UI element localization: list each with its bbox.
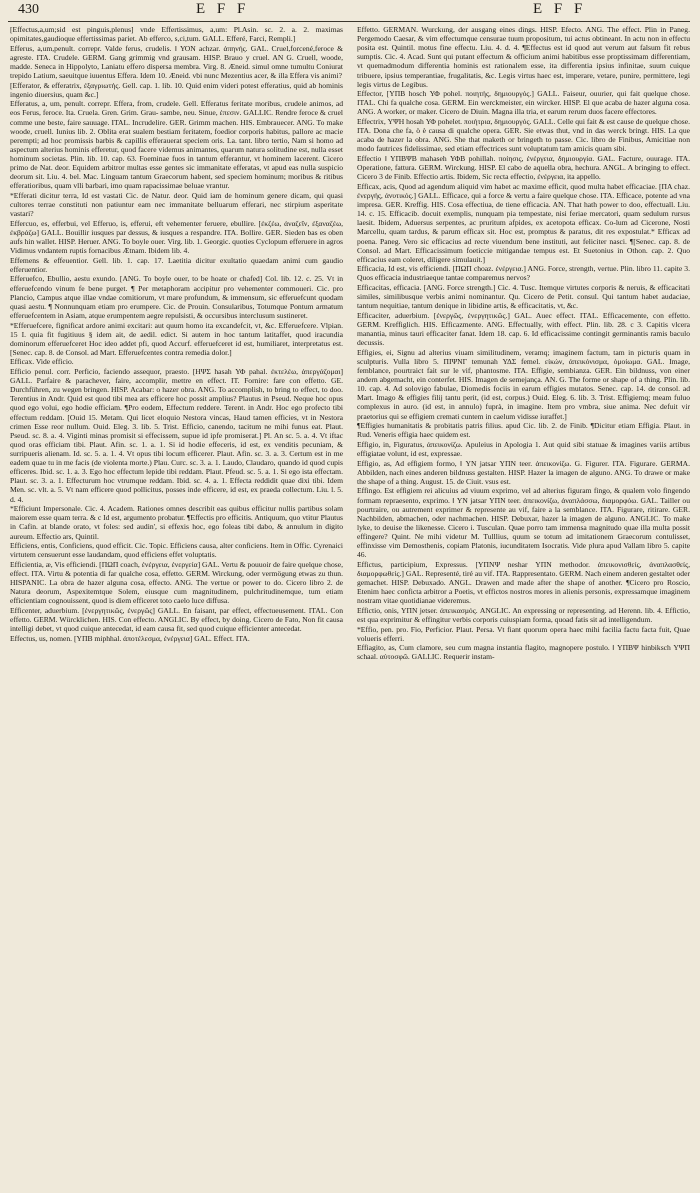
dictionary-entry: Effictus, participium, Expressus. [ΥΠΝΨ neshar ΥΠΝ methodor. ἀπεικονισθείς, ἀναπλασθείς, διαμορφωθείς.] GAL. Representé, tiré au vif. ITA. Rappresentato. GERM. Nach einem anderen gestaltet oder gemachet. HISP. Debuxado. ANGL. Drawen and made after the shape of another. ¶Cicero pro Roscio, Etenim haec conficta arbitror a Poetis, vt effictos nostros mores in alienis personis, expressamque imaginem nostram vitae quotidianae videremus. <box>357 559 690 606</box>
dictionary-entry: Effector, [ΥΠΒ hosch ΥΦ pohel. ποιητής, δημιουργός.] GALL. Faiseur, ouurier, qui fait quelque chose. ITAL. Chi fa qualche cosa. GERM. Ein werckmeister, ein wircker. HISP. El que acaba de hazer alguna cosa. ANG. A worker, or maker. Cicero de Diuin. Magna illa tria, et earum rerum duos facere effectores. <box>357 89 690 117</box>
dictionary-entry: [Efferator, & efferatrix, ἐξαγριωτής. Gell. cap. 1. lib. 10. Quid enim videri potest efferatius, quid ab hominis ingenio diuersius, quam &c.] <box>10 80 343 99</box>
dictionary-entry: Effiagito, as, Cum clamore, seu cum magna instantia flagito, magnopere postulo. ‖ ΥΠΒΨ hinbiksch ΥΨΠ schaal. αὐτοσφῶ. GALLIC. Requerir instam- <box>357 643 690 662</box>
dictionary-entry: Efficiens, entis, Conficiens, quod efficit. Cic. Topic. Efficiens causa, alter conficiens. Item in Offic. Cyrenaici virtutem censuerunt esse laudandam, quod efficiens effet voluptatis. <box>10 541 343 560</box>
left-column <box>10 25 343 1189</box>
running-head-right: E F F <box>533 1 587 17</box>
text-columns <box>10 25 690 1189</box>
dictionary-entry: Efficientia, æ, Vis efficiendi. [ΠΩΠ coach, ἐνέργεια, ἐνεργεία] GAL. Vertu & pouuoir de faire quelque chose, effect. ITA. Virtu & potentia di far qualche cosa, effetto. GERM. Wirckung, oder vermögung etwas zu thun. HISPANIC. La obra de hazer alguna cosa, effecto. ANG. The vertue or power to do. Cicero libro 2. de Natura deorum, Aspexitemtque Solem, eiusque cum magnitudinem, pulchritudinemque, tum etiam efficientiam cognouissent, quod is diem efficeret toto caelo luce diffusa. <box>10 559 343 606</box>
dictionary-entry: *Efficiunt Impersonale. Cic. 4. Academ. Rationes omnes describit eas quibus efficitur nullis partibus solam maiorem esse quam terra. & c Id est, argumento probatur. ¶Effectis pro efficitis. Antiquum, quo vtitur Plautus in Cafin. at blande orato, vt foles: sed audin', si effexis hoc, ego foleas tibi dabo, & annulum in digito aureum. Effectio ars, Quintil. <box>10 504 343 541</box>
dictionary-entry: Effictio, onis, ΥΠΝ jetser. ἀπεικασμός. ANGLIC. An expressing or representing. ad Herenn. lib. 4. Effictio, est qua exprimitur & effingitur verbis corporis cuiuspiam forma, quoad fatis sit ad intelligendum. <box>357 605 690 624</box>
dictionary-entry: Effigio, as, Ad effigiem formo, ‖ ΥΝ jatsar ΥΠΝ teer. ἀπεικονίζω. G. Figurer. ITA. Figurare. GERMA. Abbilden, nach eines anderen bildnuss gestalten. HISP. Hazer la imagen de alguno. ANG. To drawe or make the shape of a thing. August. 15. de Ciuit. vsus est. <box>357 458 690 486</box>
dictionary-entry: Effigies, ei, Signu ad alterius viuam similitudinem, veramq; imaginem factum, tam in picturis quam in sculpturis. Vulla libro 5. ΠΙΨΝΓ temunah ΥΔΣ femel. εἰκών, ἀπεικόνισμα, ὁμοίωμα. GAL. Image, femblance, pourtraict fait sur le vif, phantosme. ITA. Effigie, sembianza. GER. Ein bildnuss, von einer andern abgemacht, ein conterfet. HIS. Imagen de semejança. AN. G. The forme or shape of a thing. Plin. lib. 10. cap. 4. Ad solovigo fabulae, Diomedis fociis in earum effigies mutatos. Senec. cap. 14. de consol. ad Mart. Imago & effigies filij tantu perit, (id est, corpus.) Ouid. Eleg. 6. lib. 3. Trist. Effigiemq; meam fuluo complexus in auro. (id est, in annulo) fuprà, in imagine. Item pro vmbra, siue anima. Nec defuit vir praetorius qui se effigiem cremati cuntem in caelum vidisse iuraffet.] <box>357 347 690 421</box>
running-head-left: E F F <box>196 1 250 17</box>
dictionary-entry: ¶Effigies humanitatis & probitatis patris filius. apud Cic. lib. 2. de Finib. ¶Dicitur etiam Effigia. Plaut. in Rud. Veneris effigia haec quidem est. <box>357 421 690 440</box>
header-rule <box>8 21 690 22</box>
running-header <box>8 0 690 22</box>
dictionary-entry: Effingo. Est effigiem rei alicuius ad viuum exprimo, vel ad alterius figuram fingo, & qualem volo fingendo formam repraesento, exprimo. ‖ ΥΝ jatsar ΥΠΝ teer. ἀπεικονίζω, ἀναπλάσσω, διαμορφόω. GAL. Tailler ou pourtraire, ou autrement exprimer & represente au vif, faire a la semblance. ITA. Figurare, ritirare. GER. Nachbilden, abmachen, oder nachmachen. HISP. Debuxar, hazer la imagen de alguno. ANGLIC. To make lyke, to deuise the likenesse. Cicero i. Tusculan. Quae porro tam immensa magnitudo quae illa multa possit effingere? Quint. Ne mihi videtur M. Tulllius, quum se totum ad imitationem Graecorum contulisset, effinxisse vim Demosthenis, copiam Platonis, iucunditatem Isocratis. Vide plura apud Vallam libro 5. capite 46. <box>357 486 690 560</box>
dictionary-entry: Efficax, acis, Quod ad agendum aliquid vim habet ac maxime efficit, quod multa habet efficaciae. [ΠΑ chaz. ἐνεργής, ἀνυτικός.] GALL. Efficace, qui a force & vertu a faire quelque chose. ITA. Efficace, potente ad vna impresa. GER. Kreffig. HIS. Cosa effectiua, de tiene efficacia. AN. That hath power to doo, effectuall. Liu. 14. c. 15. Efficacib. docuit exemplis, nunquam pia tempestate, nisi feriae mercatori, quam sedulum rursus laesit. Ibidem, Aduersus serpentes, ac pruritum afpides, ex acetopota efficax. Co-lum ad Cicerone, Nosti Marcellu, quam tardus, & parum efficax sit. Hoc est, promptus & paratus, dit res expostulat.* Efficax ad poena. Paneg. Vero sic efficacius ad recte viuendum bene instituti, aut feliciter nasci. ¶[Senec. cap. 8. de Consol. ad Mart. Efficacissimum foeticcie mitigandae tempus est. Et Suetonius in Othon. cap. 2. Quo efficacius eam coleret, diligere simulauit.] <box>357 181 690 264</box>
dictionary-entry: Efficio penul. corr. Perficio, faciendo assequor, praesto. [ΗΨΣ hasah ΥΦ pahal. ἐκτελέω, ἀπεργάζομαι] GALL. Parfaire & parachever, faire, accomplir, mettre en effect. IT. Fornire: fare con effetto. GE. Durchführen, zu wegen bringen. HISP. Acabar: o hazer obra. ANG. To accomplish, to bring to effect, to doo. Terentius in Andr. Quid est quod tibi mea ars efficere hoc possit amplius? Plautus in Pseud. Neque hoc opus quod ego volui, ego hodie efficiam. ¶Pro eodem, Effectum reddere. Terent. in Andr. Hoc ego profecto tibi effectum reddam. [Ouid 15. Metam. Qui licet eloquio Nestora vincas, Haud tamen efficies, vt in Nestora crimen Esse reor nullum. Ouid. Eleg. 3. lib. 5. Trist. Efficio, canendo, tacitum ne mihi funus eat. Plaut. Pseud. sc. 8. a. 4. Viginti minas promisit si effecissem, supue id ipfe promiserat.] Pl. An sc. 5. a. 4. Vt iftac quod oras efficiam tibi. Plaut. Afin. sc. 1. a. 1. Si id hodie effeceris, id est, ex venditis pecuniam, & surripueris alienam. Id. sc. 5. a. 1. 4. Vt opus tibi locum efficerer. Plaut. Afin. sc. 3. a. 3. Certum est in me eadem quae tu in me facis (de violenta morte.) Plau. Curc. sc. 3. a. 1. Laudo, Claudaro, quando id quod cupis efficeres. Ibid. sc. 1. a. 3. Ego hoc effectum lepide tibi reddam. Plaut. Pfeud. sc. 5. a. 1. Si ego ista effectam. Plaut. sc. 3. a. 1. Effecturum hoc vtrumque reddam. Ibid. sc. 4. a. 1. Effecta reddidit quae dixi tibi. Idem Men. sc. vlt. a. 5. Vt nam efficere quod pollicitus, posses inde efficere, id est, ex praeda collectum. Liu. l. 5. d. 4. <box>10 367 343 504</box>
dictionary-entry: *Effio, pen. pro. Fio, Perficior. Plaut. Persa. Vt fiant quorum opera haec mihi facilia factu facta fuit, Quae volueris efferri. <box>357 624 690 643</box>
dictionary-entry: Effectio ‖ ΥΠΒΨΒ mahaseh ΥΦΒ pohillah. ποίησις, ἐνέργεια, δημιουργία. GAL. Facture, ouurage. ITA. Operatione, fattura. GERM. Wirckung. HISP. El cabo de aquella obra, hechura. ANGL. A bringing to effect. Cicero 3 de Finib. Effectio artis. Ibidem, Sic recta effectio, ἐνέργεια, ita appello. <box>357 154 690 182</box>
dictionary-entry: Effercuo, es, efferbui, vel Efferuo, is, efferui, eft vehementer feruere, ebullire. [ἐκζέω, ἀναζεῖν, ἐξαναζέω, ἐκβράζω] GALL. Bouillir iusques par dessus, & iusques a respandre. ITA. Bollire. GER. Sieden bas es oben aufs hin wallet. HISP. Heruer. ANG. To boyle ouer. Virg. lib. 1. Georgic. quoties Cyclopum efferuere in agros Vidimus vndantem ruptis fornacibus Ætnam. Ibidem lib. 4. <box>10 218 343 256</box>
dictionary-entry: *Efferuefcere, fignificat ardore animi excitari: aut quum homo ita excandefcit, vt, &c. Efferuefcere. Vlpian. 15 I. quia fit fugitiuus § idem ait, de aedil. edict. Si autem in hoc tantum latitaffet, quod iracundia dominorum efferuefceret Hoc ideo addet pfi, quod Accurf. efferuefceret id est, humiliaret, interpretatus est. [Senec. cap. 8. de Consol. ad Mart. Efferuefcentes contra remedia dolor.] <box>10 320 343 357</box>
dictionary-entry: Efficaciter, aduerbium. [ἐνεργῶς, ἐνεργητικῶς.] GAL. Auec effect. ITAL. Efficacemente, con effetto. GERM. Kreffiglich. HIS. Efficazmente. ANG. Effectually, with effect. Plin. lib. 28. c 3. Capitis vlcera manantia, minus tauri efficaciter fanat. Idem 18. cap. 6. Id efficacissime contingit germinantis ramis baculo decussis. <box>357 310 690 348</box>
dictionary-entry: Efficenter, aduerbium. [ἐνεργητικῶς, ἐνεργῶς] GALL. En faisant, par effect, effectueusement. ITAL. Con effetto. GERM. Würcklichen. HIS. Con effecto. ANGLIC. By effect, by doing. Cicero de Fato, Non fit causa intelligi debet, vt quod cuique antecedat, id eam causa fit, sed quod cuique efficienter antecedat. <box>10 605 343 634</box>
dictionary-entry: [Effectus,a,um;sid est pinguis,plenus] vnde Effertissimus, a,um: Pl.Asin. sc. 2. a. 2. maximas opimitates,gaudioque effertissimas pariet. Ab efferco, s,ci,tum. GALL. Efferé, Farci, Rempli.] <box>10 25 343 44</box>
dictionary-entry: Effectus, us, nomen. [ΥΠΒ miphhal. ἀποτέλεσμα, ἐνέργεια] GAL. Effect. ITA. <box>10 633 250 643</box>
dictionary-entry: *Efferati dicitur terra, Id est vastati Cic. de Natur. deor. Quid iam de hominum genere dicam, qui quasi cultores terrae constituti non patiuntur eam nec immanitate belluarum efferari, nec stirpium asperitate vastari? <box>10 190 343 219</box>
dictionary-entry: Efficax. Vide efficio. <box>10 357 74 367</box>
right-column <box>357 25 690 1189</box>
dictionary-entry: Efficacia, Id est, vis efficiendi. [ΠΩΠ choaz. ἐνέργεια.] ANG. Force, strength, vertue. Plin. libro 11. capite 3. Quos efficacia industriaeque tantae comparemus nervos? <box>357 264 690 283</box>
dictionary-entry: Effigio, in, Figuratus, ἀπεικονίζω. Apuleius in Apologia 1. Aut quid sibi statuae & imagines variis artibus effigiatae volunt, id est, expressae. <box>357 439 690 459</box>
dictionary-entry: Effectrix, ΥΨΗ hosah ΥΦ pohelet. ποιήτρια, δημιουργός. GALL. Celle qui fait & est cause de quelque chose. ITA. Dona che fa, ò è causa di qualche opera. GER. Sie etwas thut, vnd in das werck bringt. HIS. La que acaba de hazer la obra. ANG. She that maketh or bringeth to passe. Cic. libro de Finibus, Amicitiae non modo fautrices fidelissimae, sed etiam effectrices sunt voluptatum tam amicis quam sibi. <box>357 117 690 154</box>
page-number: 430 <box>18 2 39 17</box>
dictionary-entry: Efferus, a,um,penult. correpr. Valde ferus, crudelis. ‖ ΥΟΝ achzar. ἀπηνής. GAL. Cruel,forcené,feroce & agreste. ITA. Crudele. GERM. Gang grimmig vnd grausam. HISP. Brauo y cruel. AN G. Cruell, woode, madde. Seneca in Hippolyto, Laniatu effero dispersa membra. Virg. 8. Æneid. simul omne tumultu Coniurat trepido Latium, saeuitque iuuentus Effera. Idem 10. Æneid. vbi nunc Mezentius acer, & illa Effera vis animi? <box>10 43 343 81</box>
dictionary-entry: Efferatus, a, um, penult. correpr. Effera, from, crudele. Gell. Efferatus feritate moribus, crudele animos, ad eos Ferus, feroce. Ita. Cruela. Gren. Grim. Grau- sambe, neu. Sinue, ἐπεσιν. GALLIC. Rendre feroce & cruel comme une beste, faire sauuage. ITAL. Incrudelire. GER. Grimm machen. HIS. Embrauecer. ANG. To make woode, cruell. Iunius lib. 2. Oblita erat sualem bestiam feritatem, foedior corporis habitus, pallore ac macie perempti; ad hoc promissis barbis & capillis efferauerat speciem oris. La. tant. libro tertio, Nam si homo ad aspectum alterius hominis efferetur, quod facere videmus animantes, quarum natura solitudine est, nulla esset hominum societas. Plin. lib. 10. cap. 63. Foeminae fuos in tantum efferantur, vt hominem lacerent. Cicero primo de Nat. deor. Equidem arbitror multas esse gentes sic immanitate efferatas, vt apud eas nulla suspicio deorum sit. Liu. 4. bel. Mac. Linguam tantum Graecorum habent, sed speciem hominum; moribus & ritibus efferatioribus, quam vlli barbari, imo quam rapacissimae beluae vrantur. <box>10 99 343 191</box>
dictionary-entry: Effetto. GERMAN. Wurckung, der ausgang eines dings. HISP. Efecto. ANG. The effect. Plin in Paneg. Pergemodo Caesar, & vim effectumque censurae tuum propositum, tui actus obtineant. In actu non in effectu posita est. Quintil. motus fine effectu. Liu. 4. d. 4. ¶Effectus est id quod aut verum aut falsum fit rebus sumptis. Cic. 4. Acad. Sunt qui putant effectum & officium animi habitibus esse proptissimam differentiam, vt quemadmodum differentia hominis est rationalem esse, ita differentia ipsius infinitae, suum cuique tribuere, ipsius temperantiae, frugalitatis, &c. Legis virtus haec est, imperare, vetare, punire, permittere, legi legis virtus de Legibus. <box>357 25 690 89</box>
dictionary-entry: Efficacitas, efficacia. [ANG. Force strength.] Cic. 4. Tusc. Itemque virtutes corporis & neruis, & efficacitati similes, similibusque verbis animi nominantur. Qu. Cicero de Petit. consul. Qui tantum habet audaciae, tantum nequitiae, tantum denique in libidine artis, & efficacitatis, vt, &c. <box>357 283 690 311</box>
dictionary-entry: Effemens & effeuentior. Gell. lib. 1. cap. 17. Laetitia dicitur exultatio quaedam animi cum gaudio efferuentior. <box>10 255 343 274</box>
dictionary-entry: Efferuefco, Ebullio, aestu exundo. [ANG. To boyle ouer, to be hoate or chafed] Col. lib. 12. c. 25. Vt in efferuefcendo vinum fe bene purget. ¶ Per metaphoram accipitur pro vehementer commoueri. Cic. pro Plancio, Campus atque illae vndae comitiorum, vt mare profundum, & immensum, sic efferuefcunt quodam quasi aestu. ¶ Nonnunquam etiam pro erumpere. Cic. de Prouin. Consularibus, Totumque Pontum armatum efferuefcentem in Asiam, atque erumpentem aegre repulsisti, & occursibus interclusum sustineret. <box>10 274 343 320</box>
